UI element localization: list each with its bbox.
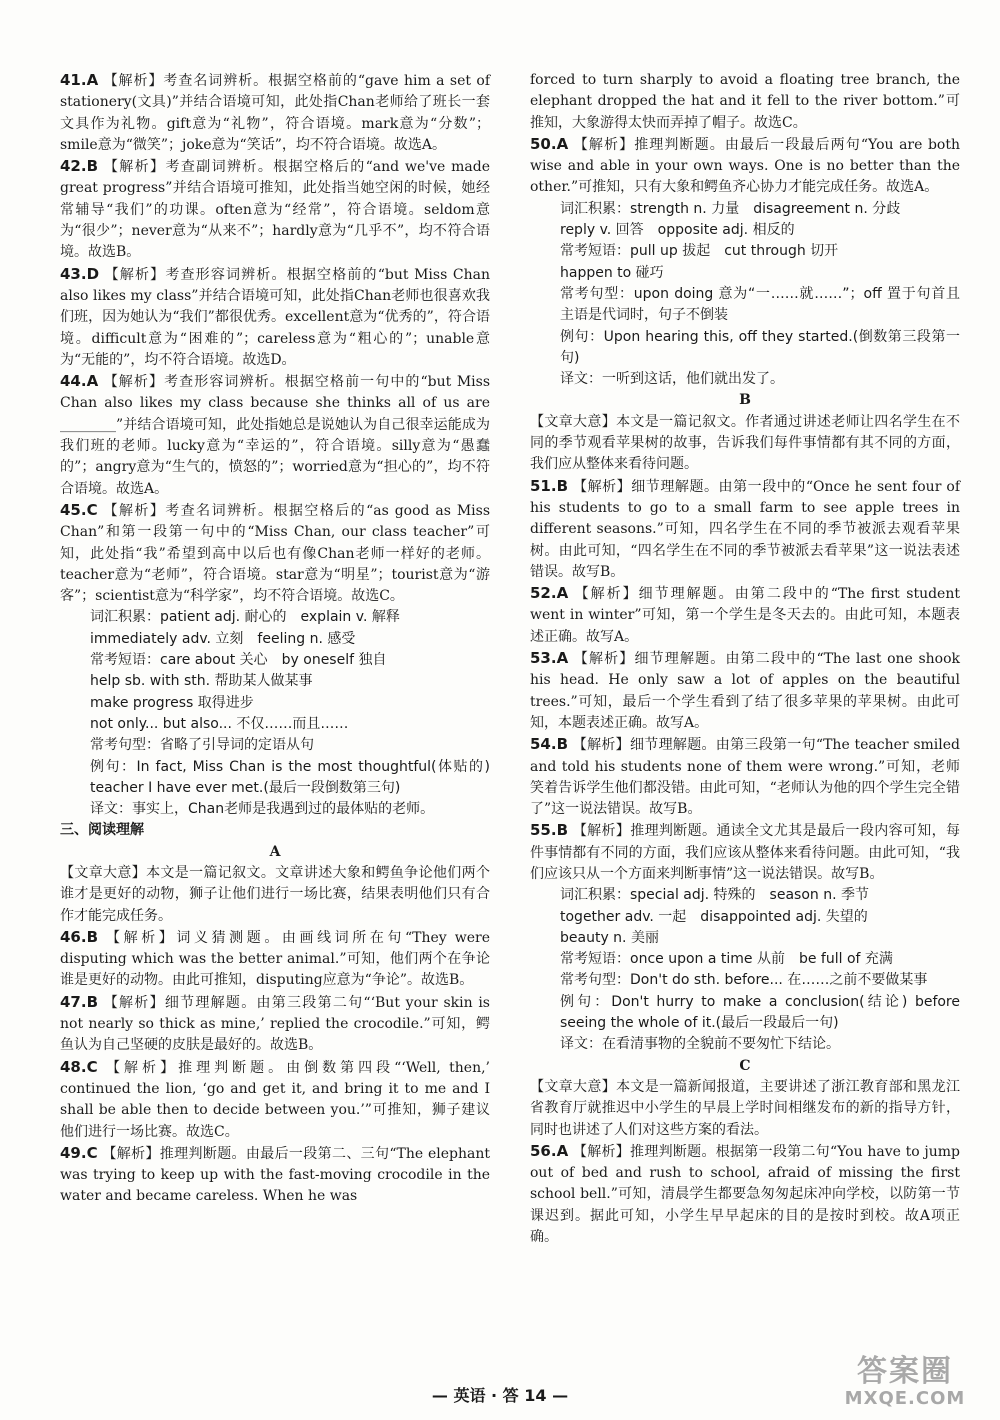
passage-letter: A: [269, 843, 281, 860]
question-number: 50.A: [530, 134, 569, 153]
question-number: 45.C: [60, 500, 98, 519]
question-number: 43.D: [60, 264, 100, 283]
answer-item: 51.B 【解析】细节理解题。由第一段中的“Once he sent four of his students to go to a small farm to see apple trees in different seasons.”可知，四名学生在不同的季节被派去观看苹果树。由此可知，“四名学生在不同的季节被派去看苹果”这一说法表述错误。故写B。: [530, 476, 960, 580]
answer-item: 48.C 【解析】推理判断题。由倒数第四段“‘Well, then,’ continued the lion, ‘go and get it, and bring it to me and I shall be able then to decide between you.’”可推知，狮子建议他们进行一场比赛。故选C。: [60, 1057, 490, 1140]
answer-item: 56.A 【解析】推理判断题。根据第一段第二句“You have to jump out of bed and rush to school, afraid of missing the first school bell.”可知，清晨学生都要急匆匆起床冲向学校，以防第一节课迟到。据此可知，小学生早早起床的目的是按时到校。故A项正确。: [530, 1141, 960, 1246]
answer-item: 47.B 【解析】细节理解题。由第三段第二句“‘But your skin is not nearly so thick as mine,’ replied the crocodile.”可知，鳄鱼认为自己坚硬的皮肤是最好的。故选B。: [60, 992, 490, 1054]
answer-item: 45.C 【解析】考查名词辨析。根据空格后的“as good as Miss Chan”和第一段第一句中的“Miss Chan, our class teacher”可知，此处指“我”希望到高中以后也有像Chan老师一样好的老师。teacher意为“老师”，符合语境。star意为“明星”；tourist意为“游客”；scientist意为“科学家”，均不符合语境。故选C。: [60, 500, 490, 605]
question-number: 48.C: [60, 1057, 98, 1076]
vocab-line: 词汇积累：patient adj. 耐心的 explain v. 解释: [90, 609, 400, 626]
vocab-line: 常考句型：Don't do sth. before... 在……之前不要做某事: [560, 972, 928, 989]
vocab-line: 译文：在看清事物的全貌前不要匆忙下结论。: [560, 1036, 840, 1053]
vocab-line: help sb. with sth. 帮助某人做某事: [90, 673, 313, 690]
question-number: 56.A: [530, 1141, 569, 1160]
answer-item: 52.A 【解析】细节理解题。由第二段中的“The first student went in winter”可知，第一个学生是冬天去的。由此可知，本题表述正确。故写A。: [530, 584, 960, 645]
vocab-line: 例句：Upon hearing this, off they started.(倒数第三段第一句): [560, 328, 960, 366]
answer-item: 46.B 【解析】词义猜测题。由画线词所在句“They were disputing which was the better animal.”可知，他们两个在争论谁是更好的动物。由此可推知，disputing应意为“争论”。故选B。: [60, 927, 490, 989]
vocab-line: 例句：In fact, Miss Chan is the most thoughtful(体贴的) teacher I have ever met.(最后一段倒数第三句): [90, 758, 490, 796]
left-column: [60, 70, 490, 1208]
vocab-line: 常考短语：pull up 拔起 cut through 切开: [560, 243, 839, 260]
section-heading: 三、阅读理解: [60, 822, 144, 839]
vocab-line: reply v. 回答 opposite adj. 相反的: [560, 222, 795, 239]
vocab-line: 常考句型：upon doing 意为“一……就……”；off 置于句首且主语是代词时，句子不倒装: [560, 285, 960, 324]
passage-summary: 【文章大意】本文是一篇新闻报道，主要讲述了浙江教育部和黑龙江省教育厅就推迟中小学生的早晨上学时间相继发布的新的指导方针，同时也讲述了人们对这些方案的看法。: [530, 1078, 960, 1138]
right-column: [530, 70, 960, 1248]
vocab-line: 译文：事实上，Chan老师是我遇到过的最体贴的老师。: [90, 801, 435, 818]
answer-item: 44.A 【解析】考查形容词辨析。根据空格前一句中的“but Miss Chan also likes my class because she thinks all of us are ________”并结合语境可知，此处指她总是说她认为自己很幸运能成为我们班的老师。lucky意为“幸运的”，符合语境。silly意为“愚蠢的”；angry意为“生气的，愤怒的”；worried意为“担心的”，均不符合语境。故选A。: [60, 372, 490, 497]
passage-summary: 【文章大意】本文是一篇记叙文。文章讲述大象和鳄鱼争论他们两个谁才是更好的动物，狮子让他们进行一场比赛，结果表明他们只有合作才能完成任务。: [60, 864, 490, 924]
vocab-line: immediately adv. 立刻 feeling n. 感受: [90, 630, 356, 647]
question-number: 46.B: [60, 927, 99, 946]
passage-letter: C: [739, 1057, 751, 1074]
vocab-line: 例句：Don't hurry to make a conclusion(结论) before seeing the whole of it.(最后一段最后一句): [560, 993, 960, 1032]
question-number: 52.A: [530, 584, 569, 603]
passage-letter: B: [739, 392, 751, 409]
vocab-line: together adv. 一起 disappointed adj. 失望的: [560, 908, 868, 925]
vocab-line: beauty n. 美丽: [560, 929, 659, 946]
answer-item: 49.C 【解析】推理判断题。由最后一段第二、三句“The elephant was trying to keep up with the fast-moving crocodile in the water and became careless. When he was: [60, 1143, 490, 1205]
answer-item: 42.B 【解析】考查副词辨析。根据空格后的“and we've made great progress”并结合语境可推知，此处指当她空闲的时候，她经常辅导“我们”的功课。often意为“经常”，符合语境。seldom意为“很少”；never意为“从来不”；hardly意为“几乎不”，均不符合语境。故选B。: [60, 157, 490, 261]
answer-item: 50.A 【解析】推理判断题。由最后一段最后两句“You are both wise and able in your own ways. One is no better than the other.”可推知，只有大象和鳄鱼齐心协力才能完成任务。故选A。: [530, 134, 960, 196]
vocab-line: happen to 碰巧: [560, 264, 664, 281]
question-number: 51.B: [530, 476, 569, 495]
answer-item: 53.A 【解析】细节理解题。由第二段中的“The last one shook his head. He only saw a lot of apples on the beautiful trees.”可知，最后一个学生看到了结了很多苹果的苹果树。由此可知，本题表述正确。故写A。: [530, 649, 960, 731]
vocab-line: 词汇积累：strength n. 力量 disagreement n. 分歧: [560, 200, 901, 217]
vocab-line: not only... but also... 不仅……而且……: [90, 715, 349, 732]
question-number: 49.C: [60, 1143, 98, 1162]
question-number: 55.B: [530, 821, 569, 840]
page-footer: — 英语 · 答 14 —: [431, 1386, 569, 1405]
vocab-line: 常考短语：once upon a time 从前 be full of 充满: [560, 951, 893, 968]
watermark-logo: [820, 1355, 990, 1409]
vocab-line: 译文：一听到这话，他们就出发了。: [560, 371, 784, 388]
passage-summary: forced to turn sharply to avoid a floating tree branch, the elephant dropped the hat and it fell to the river bottom.”可推知，大象游得太快而弄掉了帽子。故选C。: [530, 72, 960, 131]
question-number: 41.A: [60, 71, 99, 89]
answer-item: 54.B 【解析】细节理解题。由第三段第一句“The teacher smiled and told his students none of them were wrong.”可知，老师笑着告诉学生他们都没错。由此可知，“老师认为他的四个学生完全错了”这一说法错误。故写B。: [530, 735, 960, 818]
question-number: 53.A: [530, 649, 569, 668]
vocab-line: 常考句型：省略了引导词的定语从句: [90, 737, 314, 754]
question-number: 42.B: [60, 157, 99, 176]
question-number: 44.A: [60, 372, 99, 391]
watermark-line1: 答案圈: [857, 1354, 953, 1389]
watermark-line2: MXQE.COM: [844, 1388, 966, 1409]
vocab-line: 词汇积累：special adj. 特殊的 season n. 季节: [560, 887, 869, 904]
answer-item: 43.D 【解析】考查形容词辨析。根据空格前的“but Miss Chan also likes my class”并结合语境可知，此处指Chan老师也很喜欢我们班，因为她认为“我们”都很优秀。excellent意为“优秀的”，符合语境。difficult意为“困难的”；careless意为“粗心的”；unable意为“无能的”，均不符合语境。故选D。: [60, 264, 490, 368]
answer-item: 55.B 【解析】推理判断题。通读全文尤其是最后一段内容可知，每件事情都有不同的方面，我们应该从整体来看待问题。由此可知，“我们应该只从一个方面来判断事情”这一说法错误。故写B。: [530, 821, 960, 882]
question-number: 54.B: [530, 735, 569, 754]
answer-item: 41.A 【解析】考查名词辨析。根据空格前的“gave him a set of stationery(文具)”并结合语境可知，此处指Chan老师给了班长一套文具作为礼物。gift意为“礼物”，符合语境。mark意为“分数”；smile意为“微笑”；joke意为“笑话”，均不符合语境。故选A。: [60, 71, 490, 153]
vocab-line: make progress 取得进步: [90, 694, 254, 711]
passage-summary: 【文章大意】本文是一篇记叙文。作者通过讲述老师让四名学生在不同的季节观看苹果树的故事，告诉我们每件事情都有其不同的方面，我们应从整体来看待问题。: [530, 413, 960, 473]
question-number: 47.B: [60, 992, 99, 1011]
vocab-line: 常考短语：care about 关心 by oneself 独自: [90, 652, 387, 669]
